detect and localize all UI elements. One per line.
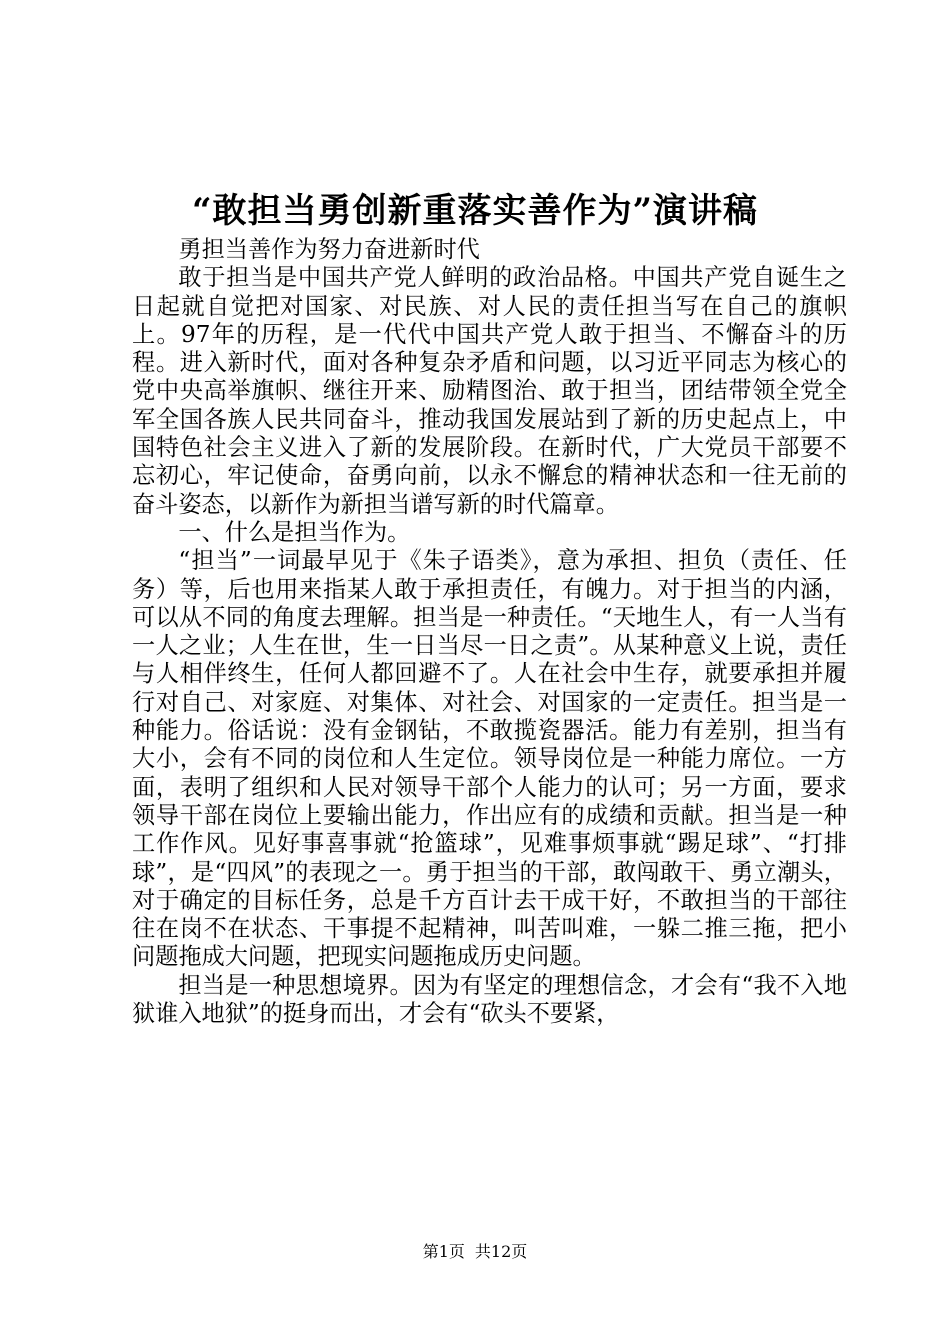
body-paragraph: 担当是一种思想境界。因为有坚定的理想信念，才会有“我不入地狱谁入地狱”的挺身而出，才会有“砍头不要紧，: [132, 971, 847, 1028]
document-body: [132, 236, 847, 1028]
page-footer: [0, 1240, 950, 1264]
body-paragraph: “担当”一词最早见于《朱子语类》，意为承担、担负（责任、任务）等，后也用来指某人敢于承担责任，有魄力。对于担当的内涵，可以从不同的角度去理解。担当是一种责任。“天地生人，有一人当有一人之业；人生在世，生一日当尽一日之责”。从某种意义上说，责任与人相伴终生，任何人都回避不了。人在社会中生存，就要承担并履行对自己、对家庭、对集体、对社会、对国家的一定责任。担当是一种能力。俗话说：没有金钢钻，不敢揽瓷器活。能力有差别，担当有大小，会有不同的岗位和人生定位。领导岗位是一种能力席位。一方面，表明了组织和人民对领导干部个人能力的认可；另一方面，要求领导干部在岗位上要输出能力，作出应有的成绩和贡献。担当是一种工作作风。见好事喜事就“抢篮球”，见难事烦事就“踢足球”、“打排球”，是“四风”的表现之一。勇于担当的干部，敢闯敢干、勇立潮头，对于确定的目标任务，总是千方百计去干成干好，不敢担当的干部往往在岗不在状态、干事提不起精神，叫苦叫难，一躲二推三拖，把小问题拖成大问题，把现实问题拖成历史问题。: [132, 547, 847, 971]
page-total: 共12页: [474, 1242, 528, 1261]
subtitle-paragraph: 勇担当善作为努力奋进新时代: [178, 236, 480, 263]
page-number: 第1页: [422, 1242, 465, 1261]
intro-paragraph: 敢于担当是中国共产党人鲜明的政治品格。中国共产党自诞生之日起就自觉把对国家、对民族、对人民的责任担当写在自己的旗帜上。97年的历程，是一代代中国共产党人敢于担当、不懈奋斗的历程。进入新时代，面对各种复杂矛盾和问题，以习近平同志为核心的党中央高举旗帜、继往开来、励精图治、敢于担当，团结带领全党全军全国各族人民共同奋斗，推动我国发展站到了新的历史起点上，中国特色社会主义进入了新的发展阶段。在新时代，广大党员干部要不忘初心，牢记使命，奋勇向前，以永不懈怠的精神状态和一往无前的奋斗姿态，以新作为新担当谱写新的时代篇章。: [132, 264, 847, 518]
document-title: “敢担当勇创新重落实善作为”演讲稿: [191, 191, 759, 231]
section-heading: 一、什么是担当作为。: [178, 518, 411, 546]
